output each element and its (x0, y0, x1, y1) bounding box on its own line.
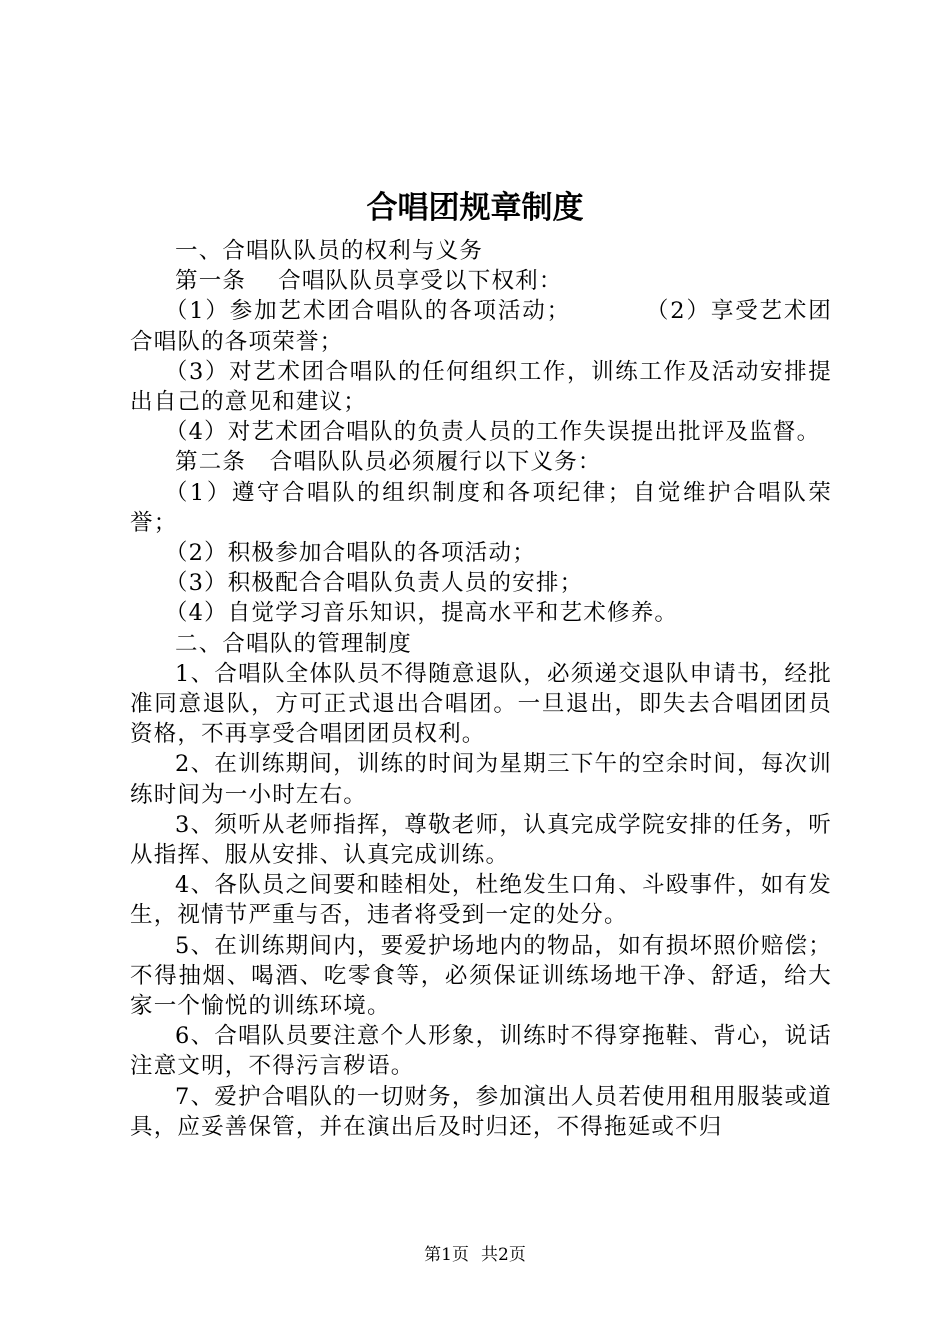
document-body (130, 236, 832, 1142)
right-item-1-2: （1）参加艺术团合唱队的各项活动； （2）享受艺术团合唱队的各项荣誉； (130, 298, 832, 355)
document-title: 合唱团规章制度 (366, 190, 584, 226)
rule-6: 6、合唱队员要注意个人形象，训练时不得穿拖鞋、背心，说话注意文明，不得污言秽语。 (130, 1023, 832, 1080)
page-total: 共2页 (481, 1245, 526, 1265)
right-item-4: （4）对艺术团合唱队的负责人员的工作失误提出批评及监督。 (164, 419, 821, 446)
article-1-heading: 第一条 合唱队队员享受以下权利： (175, 268, 563, 295)
duty-item-4: （4）自觉学习音乐知识，提高水平和艺术修养。 (164, 600, 679, 627)
rule-7: 7、爱护合唱队的一切财务，参加演出人员若使用租用服装或道具，应妥善保管，并在演出后及时归还，不得拖延或不归 (130, 1083, 832, 1140)
right-item-3: （3）对艺术团合唱队的任何组织工作，训练工作及活动安排提出自己的意见和建议； (130, 358, 832, 416)
rule-4: 4、各队员之间要和睦相处，杜绝发生口角、斗殴事件，如有发生，视情节严重与否，违者将受到一定的处分。 (130, 872, 832, 929)
rule-2: 2、在训练期间，训练的时间为星期三下午的空余时间，每次训练时间为一小时左右。 (130, 751, 832, 808)
rule-5: 5、在训练期间内，要爱护场地内的物品，如有损坏照价赔偿；不得抽烟、喝酒、吃零食等，必须保证训练场地干净、舒适，给大家一个愉悦的训练环境。 (130, 932, 832, 1020)
page-number: 第1页 (424, 1245, 469, 1265)
duty-item-2: （2）积极参加合唱队的各项活动； (164, 540, 536, 567)
duty-item-3: （3）积极配合合唱队负责人员的安排； (164, 570, 584, 597)
section-heading-1: 一、合唱队队员的权利与义务 (175, 238, 484, 264)
rule-1: 1、合唱队全体队员不得随意退队，必须递交退队申请书，经批准同意退队，方可正式退出合唱团。一旦退出，即失去合唱团团员资格，不再享受合唱团团员权利。 (130, 660, 832, 748)
page-footer (0, 1244, 950, 1266)
section-heading-2: 二、合唱队的管理制度 (175, 630, 413, 657)
rule-3: 3、须听从老师指挥，尊敬老师，认真完成学院安排的任务，听从指挥、服从安排、认真完成训练。 (130, 811, 832, 869)
article-2-heading: 第二条 合唱队队员必须履行以下义务： (175, 449, 602, 476)
duty-item-1: （1）遵守合唱队的组织制度和各项纪律；自觉维护合唱队荣誉； (130, 479, 832, 536)
